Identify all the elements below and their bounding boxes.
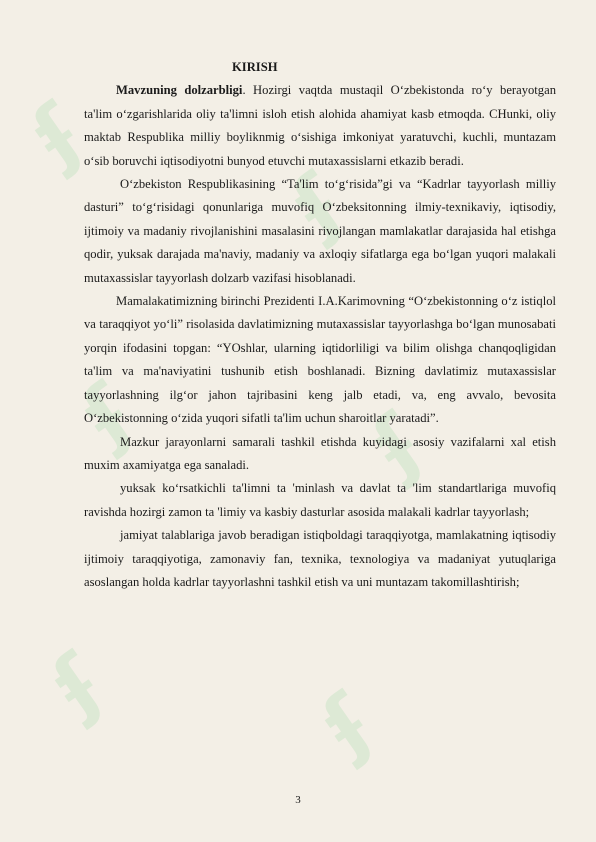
paragraph-text: yuksak ko‘rsatkichli ta'limni ta 'minlash va davlat ta 'lim standartlariga muvofiq ravishda hozirgi zamon ta 'limiy va kasbiy dasturlar asosida malakali kadrlar tayyorlash; — [84, 481, 556, 519]
watermark-logo: ʄ — [307, 678, 387, 772]
paragraph — [84, 290, 556, 430]
watermark-logo: ʄ — [17, 88, 97, 182]
watermark-logo: ʄ — [67, 368, 147, 462]
paragraph — [84, 79, 556, 173]
paragraph — [84, 173, 556, 290]
paragraph-text: Mazkur jarayonlarni samarali tashkil etishda kuyidagi asosiy vazifalarni xal etish muxim axamiyatga ega sanaladi. — [84, 434, 556, 472]
paragraph-text: jamiyat talablariga javob beradigan istiqboldagi taraqqiyotga, mamlakatning iqtisodiy ijtimoiy taraqqiyotiga, zamonaviy fan, texnika, texnologiya va madaniyat yutuqlariga asoslangan holda kadrlar tayyorlashni tashkil etish va uni muntazam takomillashtirish; — [84, 528, 556, 589]
paragraph — [84, 431, 556, 478]
page-number: 3 — [295, 794, 301, 806]
paragraph-text: Mamalakatimizning birinchi Prezidenti I.A.Karimovning “O‘zbekistonning o‘z istiqlol va taraqqiyot yo‘li” risolasida davlatimizning mutaxassislar tayyorlashga bo‘lgan munosabati yorqin ifodasini topgan: “YOshlar, ularning iqtidorliligi va bilim olishga chanqoqligidan ta'lim va ma'naviyatini tushunib etish boshlanadi. Bizning davlatimiz mutaxassislar tayyorlashning ilg‘or jahon tajribasini keng jalb etadi, va, eng avvalo, bevosita O‘zbekistonning o‘zida yuqori sifatli ta'lim uchun sharoitlar yaratadi”. — [84, 294, 556, 426]
paragraph-text: . Hozirgi vaqtda mustaqil O‘zbekistonda ro‘y berayotgan ta'lim o‘zgarishlarida oliy ta'limni isloh etish alohida ahamiyat kasb etmoqda. CHunki, oliy maktab Respublika milliy boyliknmig o‘sishiga imkoniyat yaratuvchi, kuchli, muntazam o‘sib boruvchi iqtisodiyotni bunyod etuvchi mutaxassislarni etkazib beradi. — [84, 83, 556, 168]
watermark-logo: ʄ — [357, 398, 437, 492]
watermark-logo: ʄ — [37, 638, 117, 732]
paragraph-lead: Mavzuning dolzarbligi — [116, 83, 243, 98]
paragraph — [84, 524, 556, 594]
document-body — [84, 56, 556, 594]
paragraph — [84, 477, 556, 524]
paragraph-text: O‘zbekiston Respublikasining “Ta'lim to‘g‘risida”gi va “Kadrlar tayyorlash milliy dasturi” to‘g‘risidagi qonunlariga muvofiq O‘zbeksitonning ilmiy-texnikaviy, iqtisodiy, ijtimoiy va madaniy rivojlanishini masalasini rivojlangan mamlakatlar darajasida hal etishga qodir, yuksak darajada ma'naviy, madaniy va axloqiy sifatlarga ega bo‘lgan yuqori malakali mutaxassislar tayyorlash dolzarb vazifasi hisoblanadi. — [84, 177, 556, 285]
watermark-logo: ʄ — [277, 158, 357, 252]
page-title: KIRISH — [232, 60, 278, 74]
